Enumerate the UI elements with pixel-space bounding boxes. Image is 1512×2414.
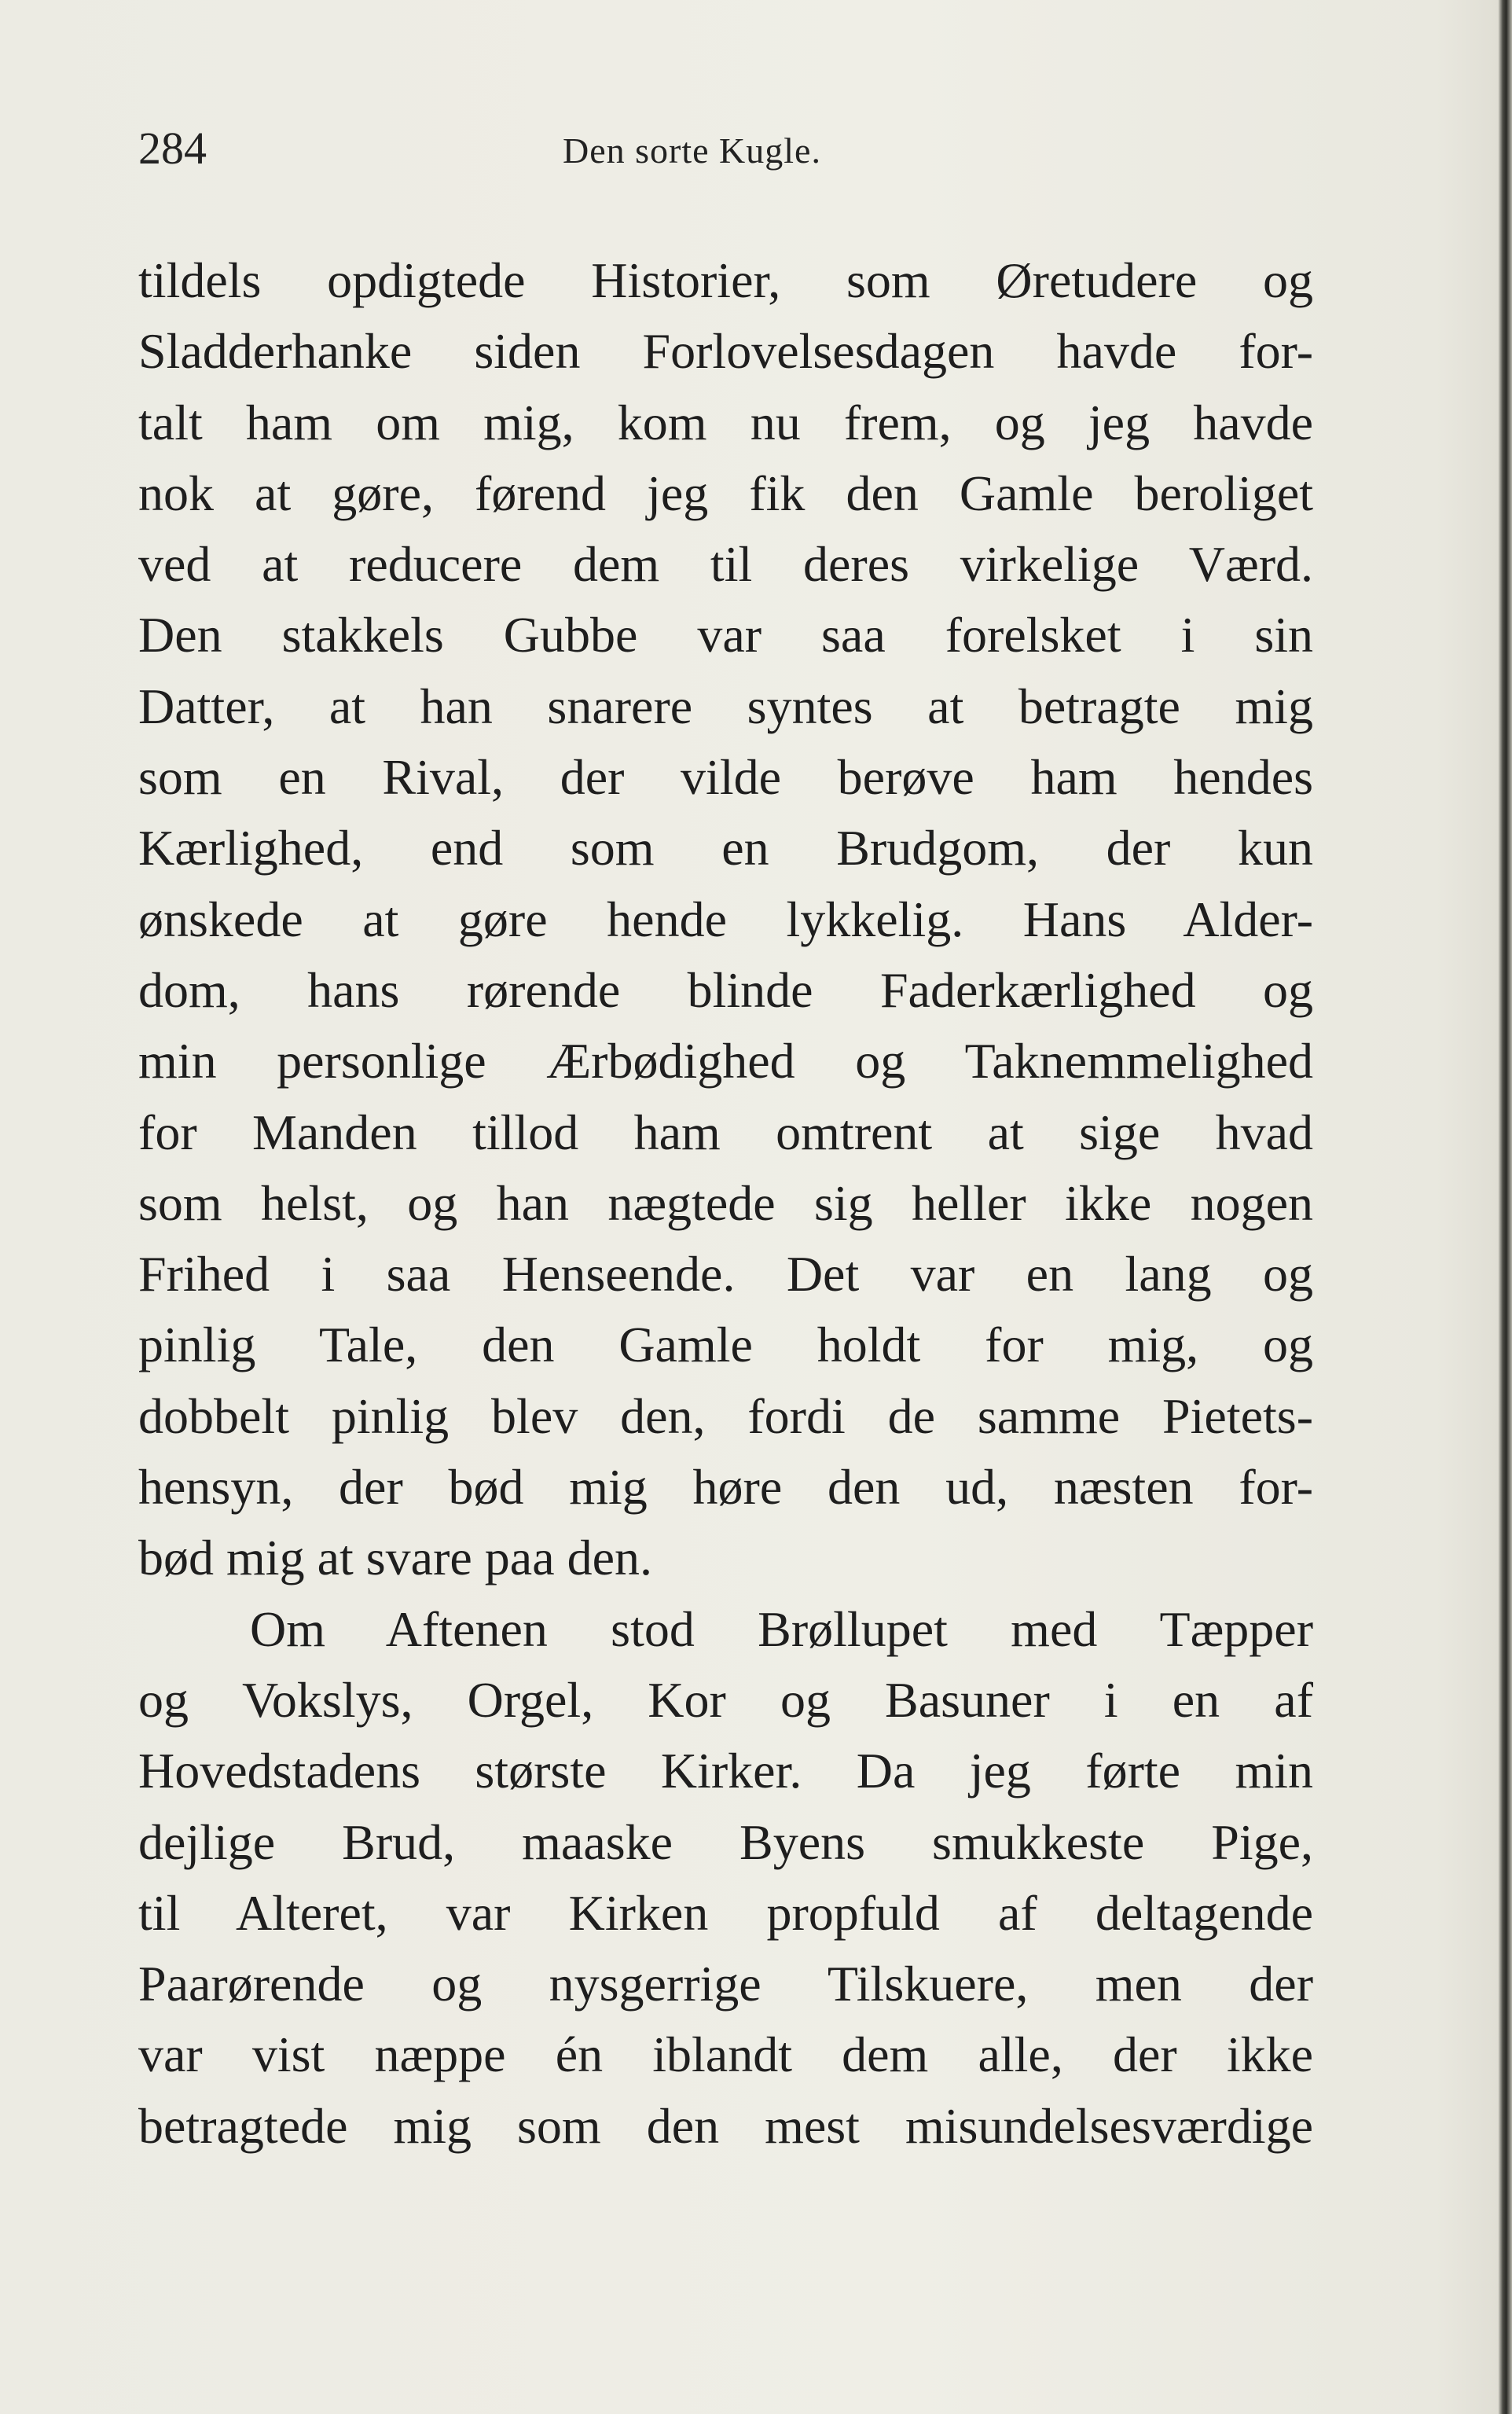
text-line: ved at reducere dem til deres virkelige Værd.	[138, 536, 1313, 593]
text-line: som en Rival, der vilde berøve ham hendes	[138, 749, 1313, 806]
text-line: var vist næppe én iblandt dem alle, der ikke	[138, 2026, 1313, 2083]
text-line: til Alteret, var Kirken propfuld af deltagende	[138, 1884, 1313, 1941]
text-line: dom, hans rørende blinde Faderkærlighed og	[138, 961, 1313, 1018]
text-line: nok at gøre, førend jeg fik den Gamle beroliget	[138, 465, 1313, 521]
text-line: dobbelt pinlig blev den, fordi de samme Pietets-	[138, 1387, 1313, 1444]
text-line: hensyn, der bød mig høre den ud, næsten for-	[138, 1459, 1313, 1516]
text-line: talt ham om mig, kom nu frem, og jeg havde	[138, 394, 1313, 450]
page-number: 284	[138, 123, 207, 174]
text-line: Sladderhanke siden Forlovelsesdagen havde for-	[138, 323, 1313, 380]
text-line: dejlige Brud, maaske Byens smukkeste Pige,	[138, 1813, 1313, 1870]
body-text	[138, 245, 1313, 2162]
text-line: min personlige Ærbødighed og Taknemmelighed	[138, 1033, 1313, 1089]
text-line: for Manden tillod ham omtrent at sige hvad	[138, 1104, 1313, 1160]
text-line: pinlig Tale, den Gamle holdt for mig, og	[138, 1317, 1313, 1373]
running-title: Den sorte Kugle.	[563, 130, 821, 171]
text-line: bød mig at svare paa den.	[138, 1530, 652, 1586]
text-line: som helst, og han nægtede sig heller ikke nogen	[138, 1174, 1313, 1231]
text-line: Paarørende og nysgerrige Tilskuere, men der	[138, 1956, 1313, 2012]
text-line: Kærlighed, end som en Brudgom, der kun	[138, 820, 1313, 876]
text-line: Hovedstadens største Kirker. Da jeg førte min	[138, 1743, 1313, 1799]
text-line: Frihed i saa Henseende. Det var en lang og	[138, 1246, 1313, 1303]
page-edge	[1498, 0, 1512, 2414]
text-line: Om Aftenen stod Brøllupet med Tæpper	[250, 1600, 1313, 1657]
text-line: ønskede at gøre hende lykkelig. Hans Alder-	[138, 891, 1313, 947]
text-line: tildels opdigtede Historier, som Øretudere og	[138, 252, 1313, 308]
text-line: og Vokslys, Orgel, Kor og Basuner i en af	[138, 1671, 1313, 1728]
text-line: Datter, at han snarere syntes at betragte mig	[138, 678, 1313, 734]
page-header	[138, 122, 1317, 193]
text-line: Den stakkels Gubbe var saa forelsket i sin	[138, 607, 1313, 663]
text-line: betragtede mig som den mest misundelsesværdige	[138, 2097, 1313, 2154]
